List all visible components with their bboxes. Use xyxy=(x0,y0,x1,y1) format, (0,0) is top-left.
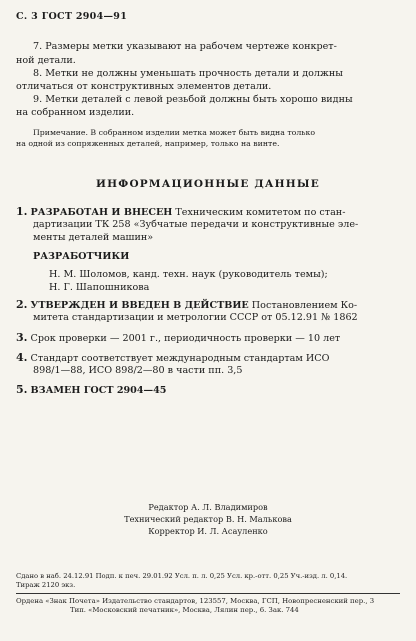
item-7-line-1: 7. Размеры метки указывают на рабочем чертеже конкрет- xyxy=(33,41,337,52)
item-9-line-1: 9. Метки деталей с левой резьбой должны быть хорошо видны xyxy=(33,94,353,105)
info-item-4-text: Стандарт соответствует международным стандартам ИСО xyxy=(30,353,330,364)
item-8-line-2: отличаться от конструктивных элементов детали. xyxy=(16,81,272,92)
page-header: С. 3 ГОСТ 2904—91 xyxy=(16,11,128,22)
info-item-4-number: 4. xyxy=(16,351,28,364)
imprint-line-1: Сдано в наб. 24.12.91 Подп. к печ. 29.01.92 Усл. п. л. 0,25 Усл. кр.-отт. 0,25 Уч.-изд. л. 0,14. xyxy=(16,572,348,580)
note-line-1: Примечание. В собранном изделии метка может быть видна только xyxy=(33,128,316,137)
info-item-1-number: 1. xyxy=(16,205,28,218)
info-item-2-number: 2. xyxy=(16,298,28,311)
info-item-2-heading: УТВЕРЖДЕН И ВВЕДЕН В ДЕЙСТВИЕ xyxy=(30,300,249,311)
info-item-2-line-2: митета стандартизации и метрологии СССР от 05.12.91 № 1862 xyxy=(33,312,358,323)
info-section-title: ИНФОРМАЦИОННЫЕ ДАННЫЕ xyxy=(96,178,320,190)
credit-technical-editor: Технический редактор В. Н. Малькова xyxy=(124,514,292,524)
info-item-1-text: Техническим комитетом по стан- xyxy=(172,207,346,218)
info-item-3 xyxy=(16,331,340,346)
developers-line-2: Н. Г. Шапошникова xyxy=(49,282,150,293)
developers-heading: РАЗРАБОТЧИКИ xyxy=(33,251,130,262)
note-line-2: на одной из сопряженных деталей, например, только на винте. xyxy=(16,139,280,148)
info-item-5-text: ВЗАМЕН ГОСТ 2904—45 xyxy=(30,385,167,396)
item-8-line-1: 8. Метки не должны уменьшать прочность детали и должны xyxy=(33,68,343,79)
info-item-2-text: Постановлением Ко- xyxy=(248,300,358,311)
footer-divider xyxy=(16,593,400,594)
info-item-5-number: 5. xyxy=(16,383,28,396)
footer-line-2: Тип. «Московский печатник», Москва, Лялин пер., 6. Зак. 744 xyxy=(70,606,299,614)
info-item-4-line-2: 898/1—88, ИСО 898/2—80 в части пп. 3,5 xyxy=(33,365,243,376)
imprint-line-2: Тираж 2120 экз. xyxy=(16,581,76,589)
info-item-1-line-3: менты деталей машин» xyxy=(33,232,154,243)
credit-editor: Редактор А. Л. Владимиров xyxy=(148,502,268,512)
info-item-3-text: Срок проверки — 2001 г., периодичность проверки — 10 лет xyxy=(30,333,341,344)
footer-line-1: Ордена «Знак Почета» Издательство стандартов, 123557, Москва, ГСП, Новопресненский пер., 3 xyxy=(16,597,375,605)
credit-corrector: Корректор И. Л. Асауленко xyxy=(148,526,268,536)
info-item-1-line-2: дартизации ТК 258 «Зубчатые передачи и конструктивные эле- xyxy=(33,219,359,230)
item-7-line-2: ной детали. xyxy=(16,55,76,66)
info-item-3-number: 3. xyxy=(16,331,28,344)
item-9-line-2: на собранном изделии. xyxy=(16,107,135,118)
developers-line-1: Н. М. Шоломов, канд. техн. наук (руководитель темы); xyxy=(49,269,328,280)
info-item-5 xyxy=(16,383,166,398)
info-item-1-heading: РАЗРАБОТАН И ВНЕСЕН xyxy=(30,207,173,218)
